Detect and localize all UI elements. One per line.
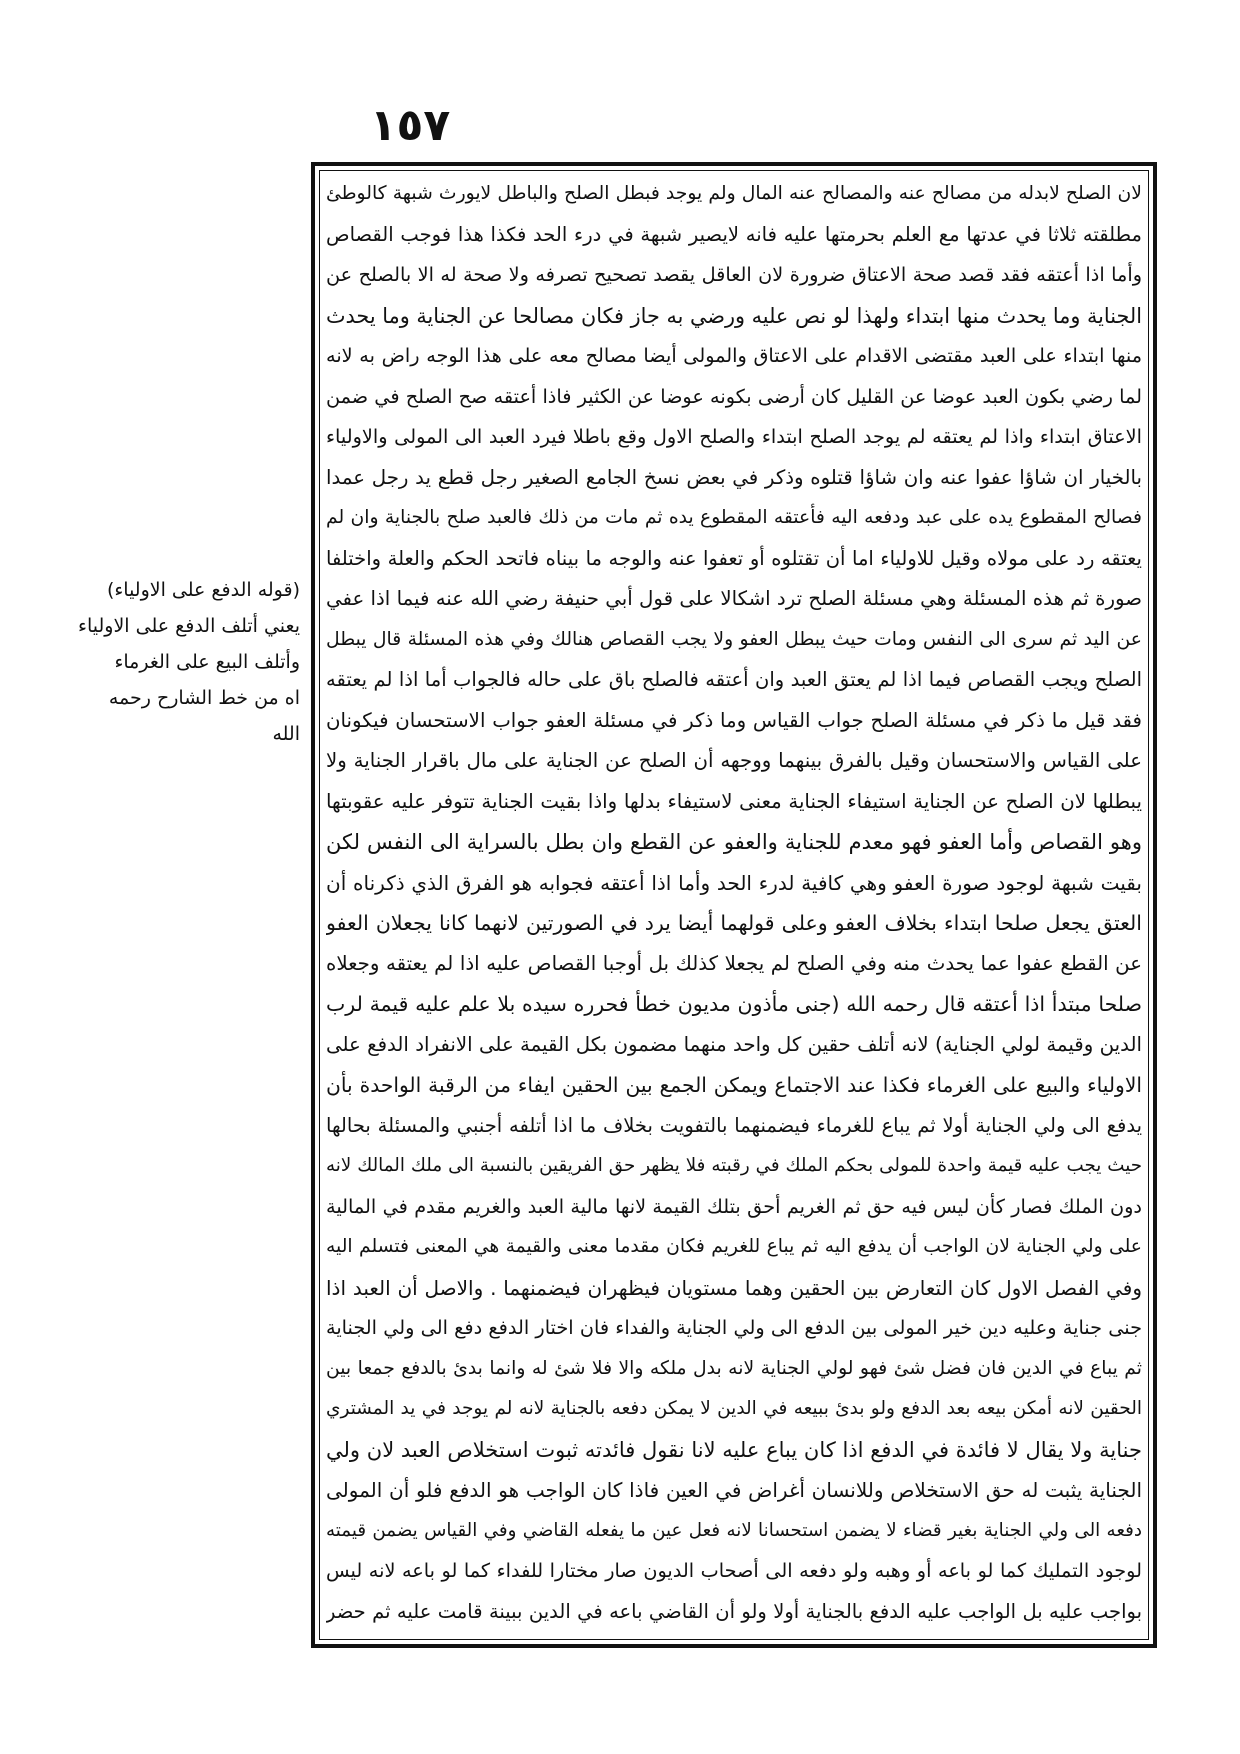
main-text xyxy=(326,174,1142,1632)
text-line: مطلقته ثلاثا في عدتها مع العلم بحرمتها عليه فانه لايصير شبهة في درء الحد فكذا هذا فوجب القصاص xyxy=(326,222,1142,246)
text-line: لان الصلح لابدله من مصالح عنه والمصالح عنه المال ولم يوجد فبطل الصلح والباطل لايورث شبهة كالوطئ xyxy=(326,183,1142,204)
text-line: عن القطع عفوا عما يحدث منه وفي الصلح لم يجعلا كذلك بل أوجبا القصاص عليه اذا لم يعتقه وجعلاه xyxy=(326,951,1142,975)
text-line: يدفع الى ولي الجناية أولا ثم يباع للغرماء فيضمنهما بالتفويت بخلاف ما اذا أتلفه أجنبي والمسئلة بحالها xyxy=(326,1113,1142,1137)
text-line: الجناية يثبت له حق الاستخلاص وللانسان أغراض في العين فاذا كان الواجب هو الدفع فلو أن المولى xyxy=(326,1478,1142,1502)
text-line: وهو القصاص وأما العفو فهو معدم للجناية والعفو عن القطع وان بطل بالسراية الى النفس لكن xyxy=(326,830,1142,854)
text-line: دفعه الى ولي الجناية بغير قضاء لا يضمن استحسانا لانه فعل عين ما يفعله القاضي وفي القياس يضمن قيمته xyxy=(326,1519,1142,1541)
text-frame-inner xyxy=(319,170,1149,1640)
text-line: ثم يباع في الدين فان فضل شئ فهو لولي الجناية لانه بدل ملكه والا فلا شئ له وانما بدئ بالدفع جمعا بين xyxy=(326,1357,1142,1379)
text-line: على ولي الجناية لان الواجب أن يدفع اليه ثم يباع للغريم فكان مقدما معنى والقيمة هي المعنى فتسلم اليه xyxy=(326,1236,1142,1257)
page-number: ١٥٧ xyxy=(369,100,451,151)
text-line: الاعتاق ابتداء واذا لم يعتقه لم يوجد الصلح ابتداء والصلح الاول وقع باطلا فيرد العبد الى المولى والاولياء xyxy=(326,425,1142,448)
text-line: يبطلها لان الصلح عن الجناية استيفاء الجناية معنى لاستيفاء بدلها واذا بقيت الجناية تتوفر عليه عقوبتها xyxy=(326,789,1142,813)
text-line: الصلح ويجب القصاص فيما اذا لم يعتق العبد وان أعتقه فالصلح باق على حاله فالجواب أما اذا لم يعتقه xyxy=(326,668,1142,691)
text-line: جناية ولا يقال لا فائدة في الدفع اذا كان يباع عليه لانا نقول فائدته ثبوت استخلاص العبد لان ولي xyxy=(326,1437,1142,1462)
margin-note-line: الله xyxy=(272,723,300,745)
text-line: فصالح المقطوع يده على عبد ودفعه اليه فأعتقه المقطوع يده ثم مات من ذلك فالعبد صلح بالجناية وان لم xyxy=(326,507,1142,528)
text-line: الدين وقيمة لولي الجناية) لانه أتلف حقين كل واحد منهما مضمون بكل القيمة على الانفراد الدفع على xyxy=(326,1032,1142,1056)
margin-note-line: وأتلف البيع على الغرماء xyxy=(114,651,300,673)
text-frame xyxy=(311,162,1157,1648)
text-line: جنى جناية وعليه دين خير المولى بين الدفع الى ولي الجناية والفداء فان اختار الدفع دفع الى ولي الجناية xyxy=(326,1316,1142,1339)
text-line: الجناية وما يحدث منها ابتداء ولهذا لو نص عليه ورضي به جاز فكان مصالحا عن الجناية وما يحدث xyxy=(326,303,1142,328)
text-line: يعتقه رد على مولاه وقيل للاولياء اما أن تقتلوه أو تعفوا عنه والوجه ما بيناه فاتحد الحكم والعلة واختلفا xyxy=(326,546,1142,570)
text-line: على القياس والاستحسان وقيل بالفرق بينهما ووجهه أن الصلح عن الجناية على مال باقرار الجناية ولا xyxy=(326,749,1142,772)
text-line: صلحا مبتدأ اذا أعتقه قال رحمه الله (جنى مأذون مديون خطأ فحرره سيده بلا علم عليه قيمة لرب xyxy=(326,992,1142,1016)
margin-note xyxy=(78,572,300,752)
text-line: الحقين لانه أمكن بيعه بعد الدفع ولو بدئ ببيعه في الدين لا يمكن دفعه بالجناية لانه لم يوجد في يد المشتري xyxy=(326,1398,1142,1419)
text-line: العتق يجعل صلحا ابتداء بخلاف العفو وعلى قولهما أيضا يرد في الصورتين لانهما كانا يجعلان العفو xyxy=(326,911,1142,935)
text-line: بالخيار ان شاؤا عفوا عنه وان شاؤا قتلوه وذكر في بعض نسخ الجامع الصغير رجل قطع يد رجل عمدا xyxy=(326,465,1142,489)
text-line: وفي الفصل الاول كان التعارض بين الحقين وهما مستويان فيظهران فيضمنهما . والاصل أن العبد اذا xyxy=(326,1275,1142,1300)
text-line: منها ابتداء على العبد مقتضى الاقدام على الاعتاق والمولى أيضا مصالح معه على هذا الوجه راض به لانه xyxy=(326,344,1142,367)
text-line: صورة ثم هذه المسئلة وهي مسئلة الصلح ترد اشكالا على قول أبي حنيفة رضي الله عنه فيما اذا عفي xyxy=(326,587,1142,610)
text-line: الاولياء والبيع على الغرماء فكذا عند الاجتماع ويمكن الجمع بين الحقين ايفاء من الرقبة الواحدة بأن xyxy=(326,1073,1142,1097)
margin-note-line: اه من خط الشارح رحمه xyxy=(108,687,300,709)
text-line: لوجود التمليك كما لو باعه أو وهبه ولو دفعه الى أصحاب الديون صار مختارا للفداء كما لو باعه لانه ليس xyxy=(326,1559,1142,1582)
text-line: وأما اذا أعتقه فقد قصد صحة الاعتاق ضرورة لان العاقل يقصد تصحيح تصرفه ولا صحة له الا بالصلح عن xyxy=(326,263,1142,286)
text-line: عن اليد ثم سرى الى النفس ومات حيث يبطل العفو ولا يجب القصاص هنالك وفي هذه المسئلة قال يبطل xyxy=(326,628,1142,650)
text-line: فقد قيل ما ذكر في مسئلة الصلح جواب القياس وما ذكر في مسئلة العفو جواب الاستحسان فيكونان xyxy=(326,708,1142,732)
margin-note-line: (قوله الدفع على الاولياء) xyxy=(106,579,300,601)
text-line: حيث يجب عليه قيمة واحدة للمولى بحكم الملك في رقبته فلا يظهر حق الفريقين بالنسبة الى ملك المالك لانه xyxy=(326,1155,1142,1176)
text-line: بقيت شبهة لوجود صورة العفو وهي كافية لدرء الحد وأما اذا أعتقه فجوابه هو الفرق الذي ذكرناه أن xyxy=(326,870,1142,895)
text-line: بواجب عليه بل الواجب عليه الدفع بالجناية أولا ولو أن القاضي باعه في الدين ببينة قامت عليه ثم حضر xyxy=(326,1599,1142,1623)
text-line: دون الملك فصار كأن ليس فيه حق ثم الغريم أحق بتلك القيمة لانها مالية العبد والغريم مقدم في المالية xyxy=(326,1194,1142,1218)
margin-note-line: يعني أتلف الدفع على الاولياء xyxy=(78,615,300,637)
text-line: لما رضي بكون العبد عوضا عن القليل كان أرضى بكونه عوضا عن الكثير فاذا أعتقه صح الصلح في ضمن xyxy=(326,384,1142,408)
